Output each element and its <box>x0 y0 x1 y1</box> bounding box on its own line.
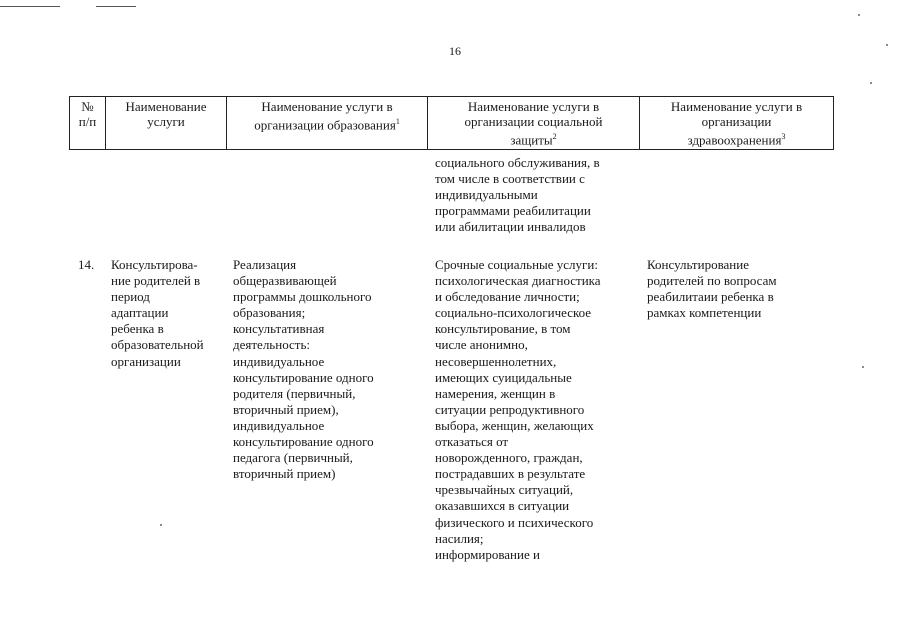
footnote-ref: 3 <box>781 132 786 141</box>
scan-speck <box>886 44 888 46</box>
footnote-ref: 1 <box>395 117 400 126</box>
service-name: Консультирова- ние родителей в период адаптации ребенка в образовательной организации <box>111 257 204 369</box>
page-number: 16 <box>449 44 461 58</box>
scan-mark <box>96 6 136 7</box>
header-service-name: Наименование услуги <box>106 97 227 150</box>
health-service: Консультирование родителей по вопросам реабилитаии ребенка в рамках компетенции <box>647 257 777 321</box>
continuation-social-text: социального обслуживания, в том числе в соответствии с индивидуальными программами реабилитации или абилитации инвалидов <box>435 155 600 235</box>
scan-speck <box>870 82 872 84</box>
education-service: Реализация общеразвивающей программы дошкольного образования; консультативная деятельность: индивидуальное консультирование одного родителя (первичный, вторичный прием), индивидуальное консультирование одного педагога (первичный, вторичный прием) <box>233 257 374 482</box>
scan-speck <box>160 524 162 526</box>
table-header <box>69 96 834 150</box>
footnote-ref: 2 <box>552 132 557 141</box>
header-education-service: Наименование услуги в организации образования$^1$ <box>227 97 428 150</box>
scan-speck <box>862 366 864 368</box>
scan-mark <box>0 6 60 7</box>
social-service: Срочные социальные услуги: психологическая диагностика и обследование личности; социально-психологическое консультирование, в том числе анонимно, несовершеннолетних, имеющих суицидальные намерения, женщин в ситуации репродуктивного выбора, женщин, желающих отказаться от новорожденного, граждан, пострадавших в результате чрезвычайных ситуаций, оказавшихся в ситуации физического и психического насилия; информирование и <box>435 257 601 562</box>
row-number: 14. <box>78 257 95 272</box>
scan-speck <box>858 14 860 16</box>
header-health-service: Наименование услуги в организации здравоохранения$^3$ <box>640 97 834 150</box>
header-number: № п/п <box>70 97 106 150</box>
header-social-service: Наименование услуги в организации социальной защиты$^2$ <box>428 97 640 150</box>
